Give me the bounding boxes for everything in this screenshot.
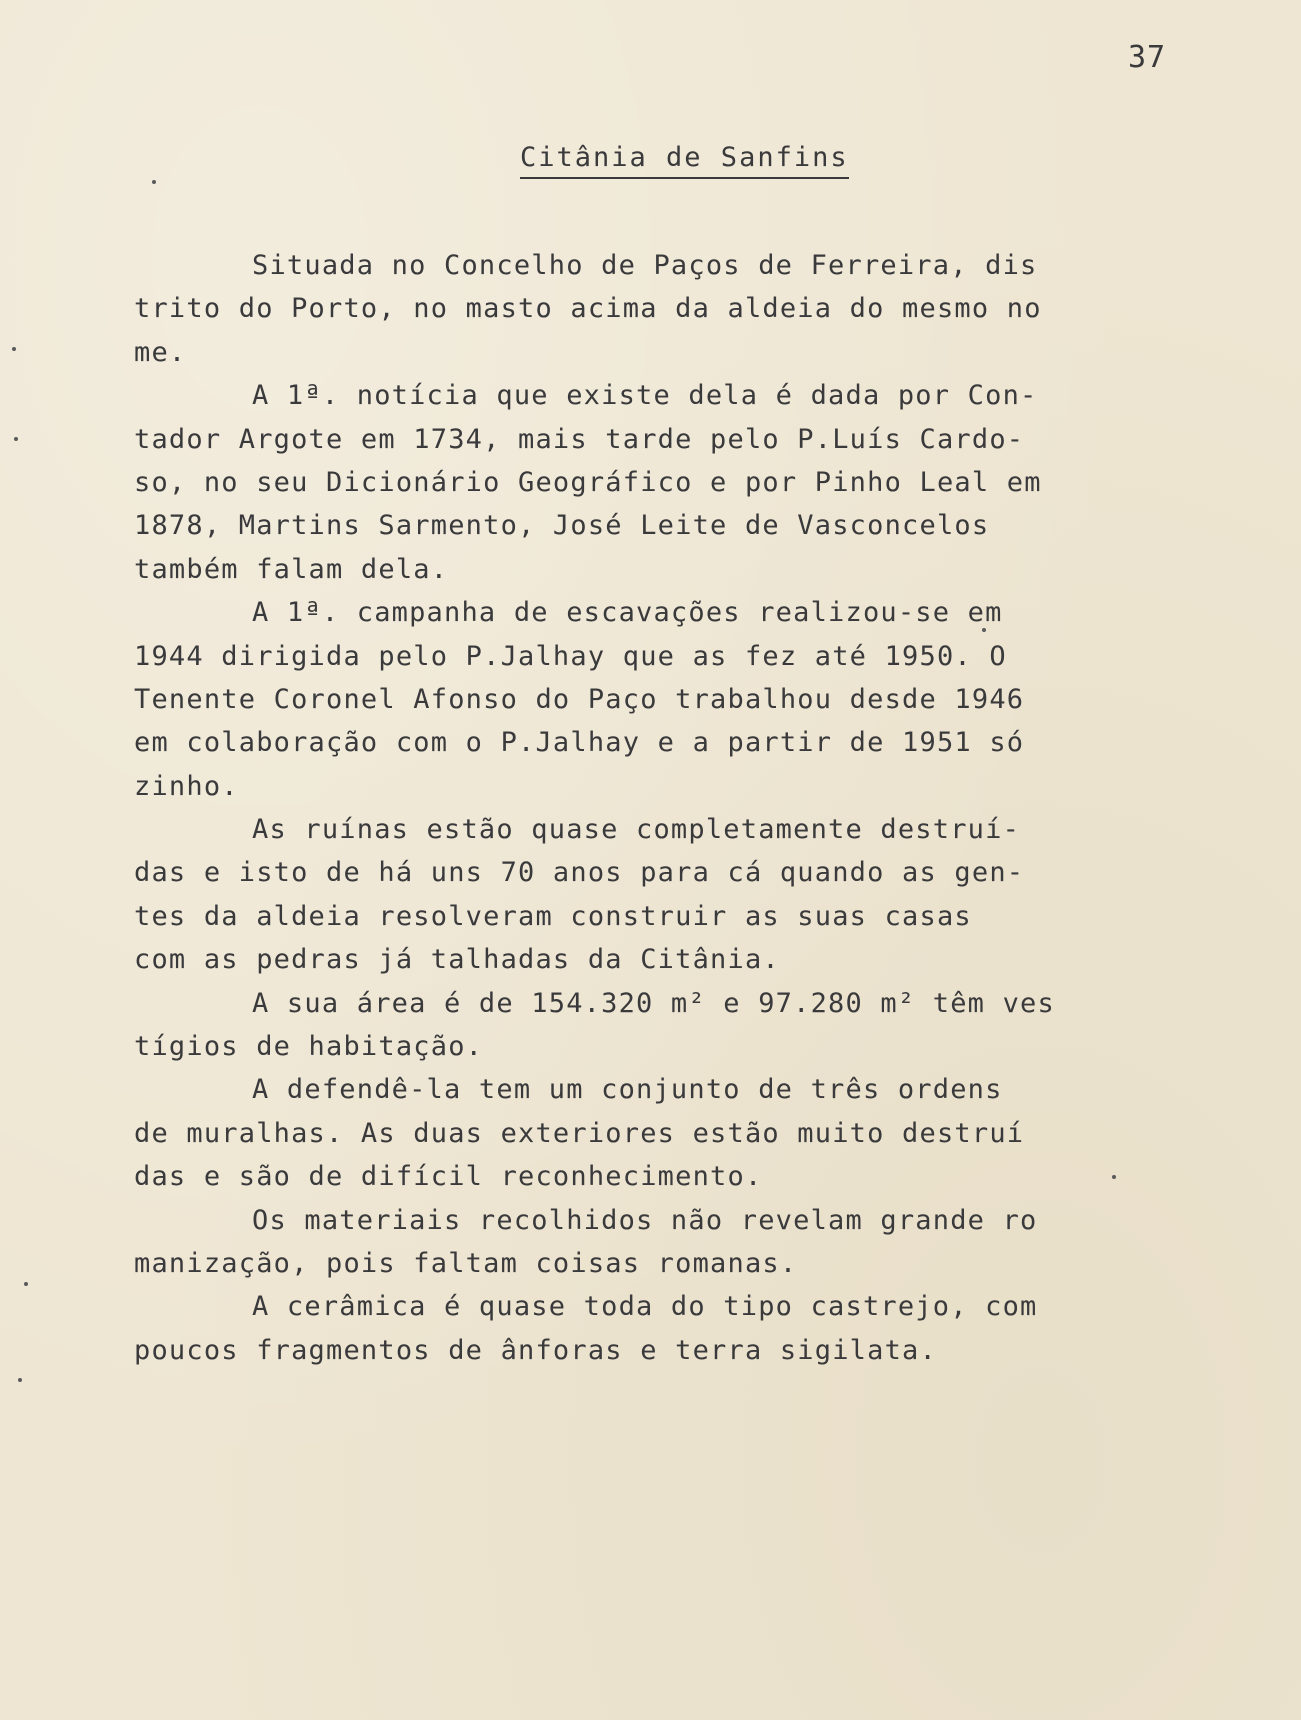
text-line: me. [134, 336, 187, 368]
ink-speck [18, 1378, 22, 1382]
text-line: das e são de difícil reconhecimento. [134, 1161, 763, 1193]
text-line: trito do Porto, no masto acima da aldeia do mesmo no [134, 293, 1042, 325]
text-line: Os materiais recolhidos não revelam grande ro [252, 1204, 1038, 1236]
text-line: em colaboração com o P.Jalhay e a partir de 1951 só [134, 727, 1025, 759]
text-line: so, no seu Dicionário Geográfico e por Pinho Leal em [134, 466, 1042, 498]
ink-speck [982, 628, 986, 632]
text-line: tígios de habitação. [134, 1031, 484, 1063]
ink-speck [24, 1282, 28, 1286]
text-line: 1944 dirigida pelo P.Jalhay que as fez até 1950. O [134, 640, 1007, 672]
text-line: 1878, Martins Sarmento, José Leite de Vasconcelos [134, 510, 990, 542]
page-title: Citânia de Sanfins [520, 142, 849, 179]
text-line: com as pedras já talhadas da Citânia. [134, 944, 780, 976]
text-line: zinho. [134, 770, 239, 802]
body-text [134, 244, 1204, 1372]
text-line: também falam dela. [134, 553, 449, 585]
text-line: poucos fragmentos de ânforas e terra sigilata. [134, 1334, 937, 1366]
text-line: manização, pois faltam coisas romanas. [134, 1247, 798, 1279]
text-line: das e isto de há uns 70 anos para cá quando as gen- [134, 857, 1025, 889]
text-line: A sua área é de 154.320 m² e 97.280 m² têm ves [252, 987, 1055, 1019]
ink-speck [12, 347, 16, 351]
text-line: tador Argote em 1734, mais tarde pelo P.Luís Cardo- [134, 423, 1025, 455]
text-line: tes da aldeia resolveram construir as suas casas [134, 900, 972, 932]
ink-speck [152, 180, 156, 184]
text-line: A 1ª. campanha de escavações realizou-se em [252, 597, 1003, 629]
text-line: A defendê-la tem um conjunto de três ordens [252, 1074, 1003, 1106]
text-line: A 1ª. notícia que existe dela é dada por Con- [252, 380, 1038, 412]
page-number: 37 [1128, 40, 1167, 75]
text-line: de muralhas. As duas exteriores estão muito destruí [134, 1117, 1025, 1149]
text-line: As ruínas estão quase completamente destruí- [252, 814, 1021, 846]
ink-speck [1112, 1175, 1116, 1179]
text-line: A cerâmica é quase toda do tipo castrejo, com [252, 1291, 1038, 1323]
text-line: Situada no Concelho de Paços de Ferreira, dis [252, 250, 1038, 281]
text-line: Tenente Coronel Afonso do Paço trabalhou desde 1946 [134, 683, 1025, 715]
ink-speck [14, 437, 18, 441]
